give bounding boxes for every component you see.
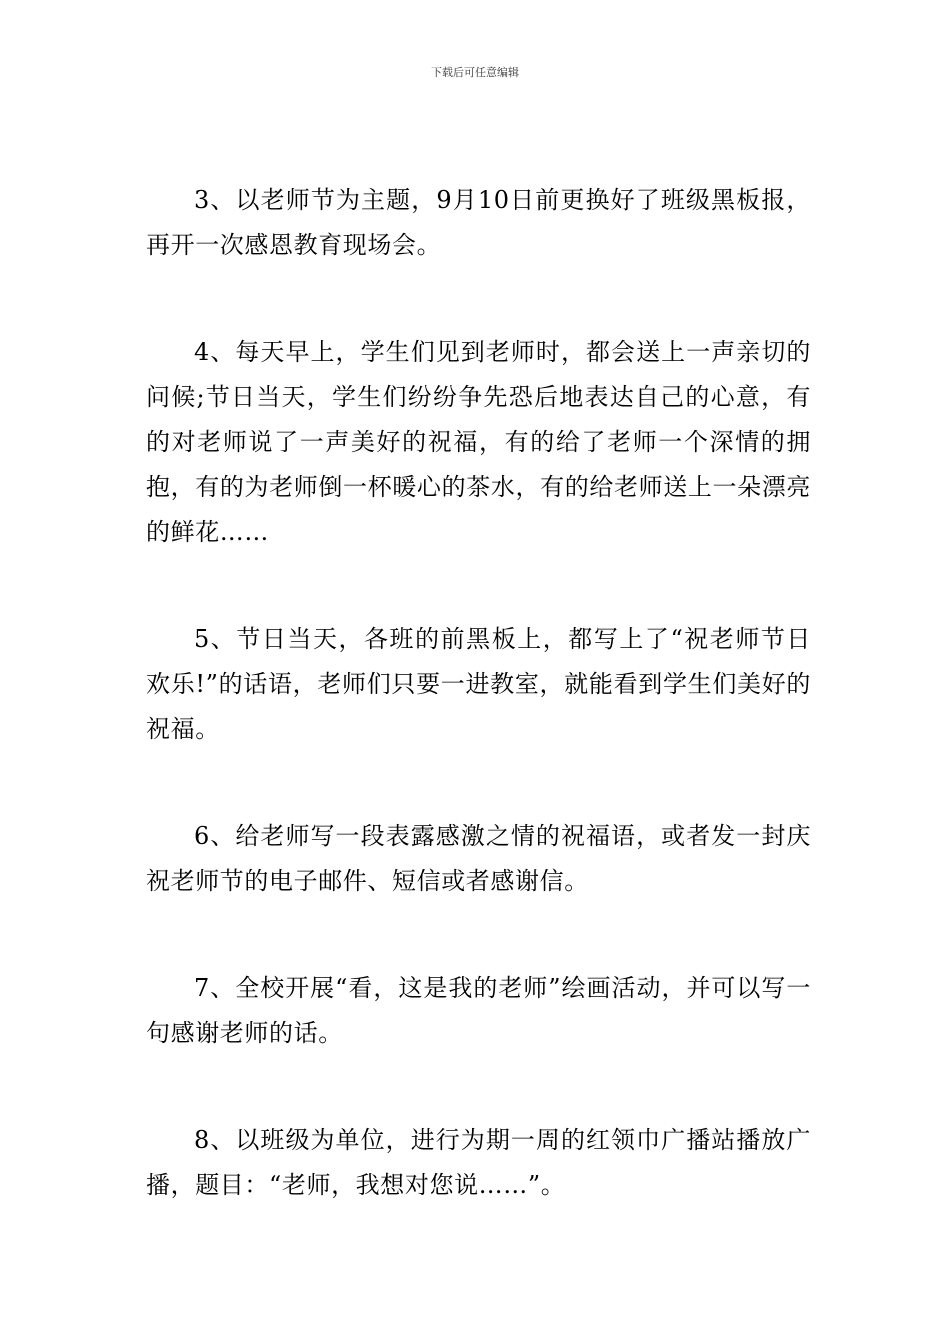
paragraph-item-4: 4、每天早上，学生们见到老师时，都会送上一声亲切的问候;节日当天，学生们纷纷争先恐后地表达自己的心意，有的对老师说了一声美好的祝福，有的给了老师一个深情的拥抱，有的为老师倒一杯暖心的茶水，有的给老师送上一朵漂亮的鲜花…… <box>146 338 811 546</box>
paragraph-item-7: 7、全校开展“看，这是我的老师”绘画活动，并可以写一句感谢老师的话。 <box>146 974 811 1047</box>
paragraph-item-6: 6、给老师写一段表露感激之情的祝福语，或者发一封庆祝老师节的电子邮件、短信或者感谢信。 <box>146 822 811 895</box>
paragraph-item-5: 5、节日当天，各班的前黑板上，都写上了“祝老师节日欢乐!”的话语，老师们只要一进教室，就能看到学生们美好的祝福。 <box>146 625 811 743</box>
header-note: 下载后可任意编辑 <box>431 66 519 79</box>
paragraph-item-3: 3、以老师节为主题，9月10日前更换好了班级黑板报，再开一次感恩教育现场会。 <box>146 186 811 259</box>
paragraph-item-8: 8、以班级为单位，进行为期一周的红领巾广播站播放广播，题目：“老师，我想对您说……”。 <box>146 1126 811 1199</box>
document-body <box>146 178 811 1270</box>
